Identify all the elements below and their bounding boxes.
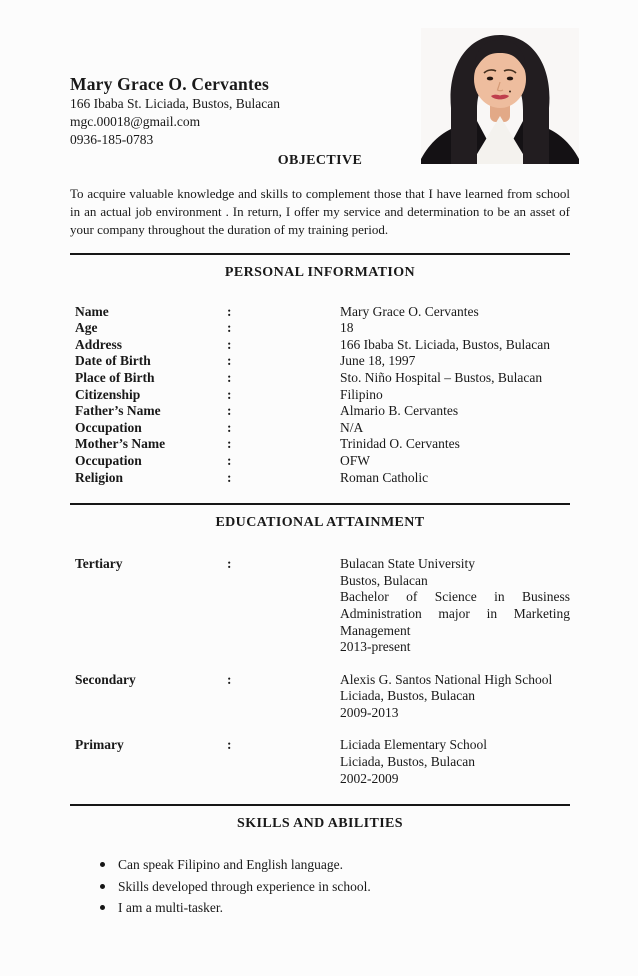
field-value: Filipino <box>340 386 383 402</box>
field-label: Occupation <box>75 452 142 468</box>
field-value: Roman Catholic <box>340 469 429 485</box>
education-level-label: Primary <box>75 737 124 753</box>
personal-info-row <box>70 403 570 420</box>
personal-info-row <box>70 304 570 321</box>
education-level-label: Tertiary <box>75 556 123 572</box>
field-label: Religion <box>75 469 124 485</box>
field-value: Sto. Niño Hospital – Bustos, Bulacan <box>340 369 543 385</box>
education-entry-tertiary <box>70 556 570 656</box>
field-label: Name <box>75 303 109 319</box>
skill-text: Skills developed through experience in school. <box>118 878 371 894</box>
school-name: Liciada Elementary School <box>340 737 487 753</box>
field-value: June 18, 1997 <box>340 353 416 369</box>
field-value: Trinidad O. Cervantes <box>340 436 460 452</box>
applicant-phone: 0936-185-0783 <box>70 132 154 147</box>
education-details <box>340 556 570 656</box>
field-separator: : <box>227 452 232 468</box>
attendance-years: 2009-2013 <box>340 704 399 720</box>
field-separator: : <box>227 320 232 336</box>
applicant-address: 166 Ibaba St. Liciada, Bustos, Bulacan <box>70 96 280 111</box>
field-label: Place of Birth <box>75 369 155 385</box>
field-separator: : <box>227 386 232 402</box>
field-value: Almario B. Cervantes <box>340 403 459 419</box>
field-separator: : <box>227 369 232 385</box>
personal-info-row <box>70 420 570 437</box>
skills-heading: SKILLS AND ABILITIES <box>237 816 403 832</box>
field-separator: : <box>227 556 232 572</box>
education-table <box>70 556 570 787</box>
attendance-years: 2013-present <box>340 639 411 655</box>
degree-text: Bachelor of Science in Business Administration major in Marketing Management <box>340 589 570 638</box>
school-name: Alexis G. Santos National High School <box>340 671 553 687</box>
skill-text: Can speak Filipino and English language. <box>118 857 343 873</box>
education-entry-secondary <box>70 672 570 722</box>
field-label: Mother’s Name <box>75 436 166 452</box>
section-divider <box>70 503 570 505</box>
field-value: N/A <box>340 419 364 435</box>
section-divider <box>70 253 570 255</box>
personal-info-table <box>70 304 570 487</box>
bullet-icon <box>100 905 105 910</box>
personal-info-row <box>70 436 570 453</box>
education-details <box>340 672 570 722</box>
skills-list <box>70 854 570 919</box>
field-separator: : <box>227 403 232 419</box>
personal-info-row <box>70 353 570 370</box>
bullet-icon <box>100 884 105 889</box>
education-level-label: Secondary <box>75 671 136 687</box>
skill-text: I am a multi-tasker. <box>118 900 223 916</box>
objective-text: To acquire valuable knowledge and skills to complement those that I have learned from school in an actual job environment . In return, I offer my service and determination to be an asset of your company throughout the duration of my training period. <box>70 186 570 238</box>
personal-info-heading: PERSONAL INFORMATION <box>224 264 416 280</box>
field-separator: : <box>227 671 232 687</box>
field-separator: : <box>227 353 232 369</box>
skill-item <box>100 897 570 919</box>
applicant-email: mgc.00018@gmail.com <box>70 114 201 129</box>
field-separator: : <box>227 336 232 352</box>
school-location: Bustos, Bulacan <box>340 572 428 588</box>
education-details <box>340 737 570 787</box>
skill-item <box>100 854 570 876</box>
education-entry-primary <box>70 737 570 787</box>
field-separator: : <box>227 436 232 452</box>
skill-item <box>100 876 570 898</box>
personal-info-row <box>70 320 570 337</box>
school-name: Bulacan State University <box>340 556 475 572</box>
field-label: Citizenship <box>75 386 141 402</box>
personal-info-row <box>70 370 570 387</box>
field-label: Occupation <box>75 419 142 435</box>
attendance-years: 2002-2009 <box>340 770 399 786</box>
field-separator: : <box>227 469 232 485</box>
field-label: Age <box>75 320 98 336</box>
education-heading: EDUCATIONAL ATTAINMENT <box>215 515 425 531</box>
personal-info-row <box>70 453 570 470</box>
field-label: Address <box>75 336 123 352</box>
field-value: Mary Grace O. Cervantes <box>340 303 479 319</box>
personal-info-row <box>70 337 570 354</box>
field-value: 18 <box>340 320 354 336</box>
field-value: 166 Ibaba St. Liciada, Bustos, Bulacan <box>340 336 550 352</box>
field-separator: : <box>227 419 232 435</box>
school-location: Liciada, Bustos, Bulacan <box>340 688 475 704</box>
section-divider <box>70 804 570 806</box>
bullet-icon <box>100 862 105 867</box>
field-separator: : <box>227 737 232 753</box>
objective-heading: OBJECTIVE <box>277 153 363 168</box>
field-label: Date of Birth <box>75 353 151 369</box>
applicant-photo <box>421 28 579 164</box>
applicant-name: Mary Grace O. Cervantes <box>70 74 269 94</box>
field-separator: : <box>227 303 232 319</box>
field-value: OFW <box>340 452 370 468</box>
school-location: Liciada, Bustos, Bulacan <box>340 754 475 770</box>
personal-info-row <box>70 470 570 487</box>
field-label: Father’s Name <box>75 403 161 419</box>
personal-info-row <box>70 387 570 404</box>
